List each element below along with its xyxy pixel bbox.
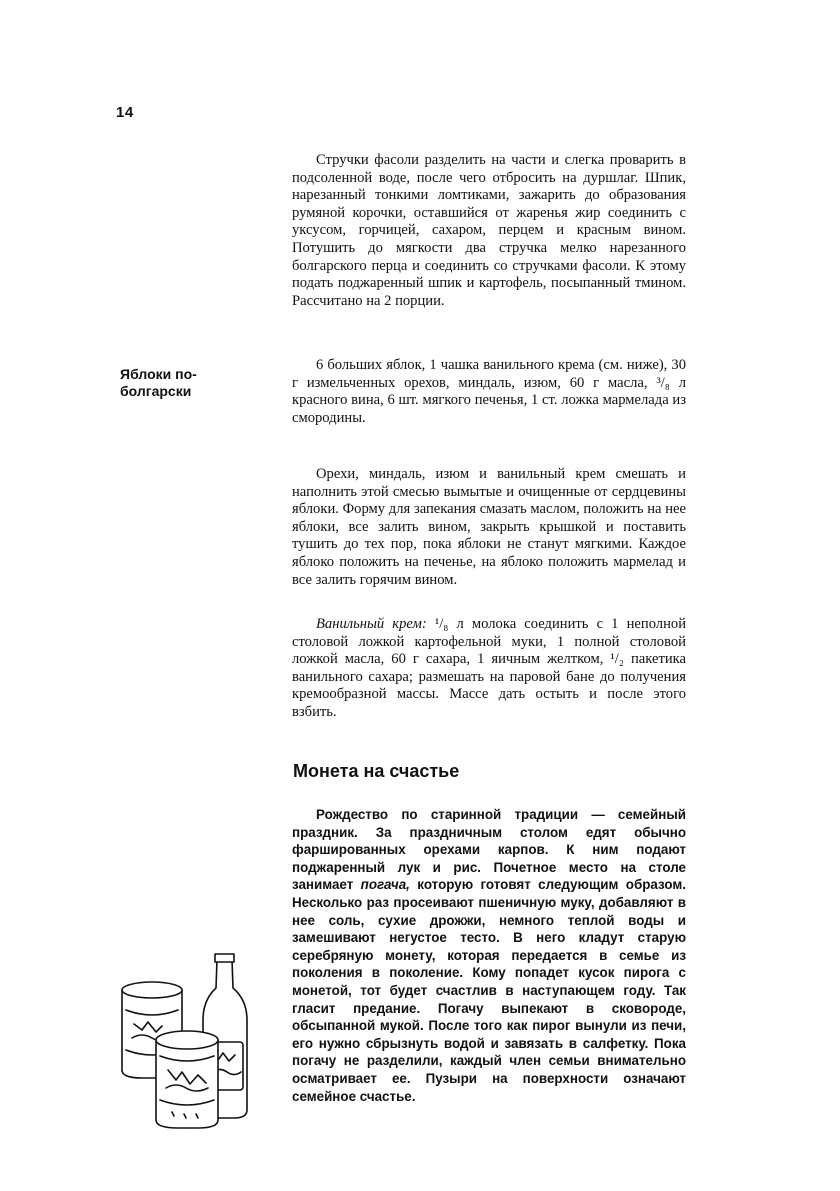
apples-recipe-title: Яблоки по-болгарски [120, 366, 197, 399]
coin-tradition-paragraph [292, 806, 686, 1105]
vanilla-cream-paragraph [292, 616, 686, 722]
beans-instructions: Стручки фасоли разделить на части и слегка проварить в подсоленной воде, после чего отбросить на дуршлаг. Шпик, нарезанный тонкими ломтиками, зажарить до образования румяной корочки, оставшийся от жаренья жир соединить с уксусом, горчицей, сахаром, перцем и красным вином. Потушить до мягкости два стручка мелко нарезанного болгарского перца и соединить со стручками фасоли. К этому подать поджаренный шпик и картофель, посыпанный тмином. Рассчитано на 2 порции. [292, 152, 686, 309]
coin-text-part2: которую готовят следующим образом. Несколько раз просеивают пшеничную муку, добавляют в нее соль, сухие дрожжи, немного теплой воды и замешивают негустое тесто. В него кладут старую серебряную монету, которая передается в семье из поколения в поколение. Кому попадет кусок пирога с монетой, тот будет счастлив в наступающем году. Так гласит предание. Погачу выпекают в сковороде, обсыпанной мукой. После того как пирог вынули из печи, его нужно сбрызнуть водой и завязать в салфетку. Пока погачу не разделили, каждый член семьи внимательно осматривает ее. Пузыри на поверхности означают семейное счастье. [292, 877, 686, 1104]
section-heading: Монета на счастье [293, 761, 460, 781]
coin-text-italic: погача, [360, 877, 410, 893]
coin-text-part1: Рождество по старинной традиции — семейный праздник. За праздничным столом едят обычно фаршированных орехами карпов. К ним подают поджаренный лук и рис. Почетное место на столе занимает [292, 807, 686, 893]
apples-instructions: Орехи, миндаль, изюм и ванильный крем смешать и наполнить этой смесью вымытые и очищенные от сердцевины яблоки. Форму для запекания смазать маслом, положить на нее яблоки, все залить вином, закрыть крышкой и поставить тушить до тех пор, пока яблоки не станут мягкими. Каждое яблоко положить на печенье, на яблоко положить мармелад и все залить горячим вином. [292, 466, 686, 588]
apples-ingredients: 6 больших яблок, 1 чашка ванильного крема (см. ниже), 30 г измельченных орехов, миндаль, изюм, 60 г масла, ³/₈ л красного вина, 6 шт. мягкого печенья, 1 ст. ложка мармелада из смородины. [292, 357, 686, 426]
vanilla-cream-label: Ванильный крем: [316, 616, 427, 632]
page-number: 14 [116, 104, 134, 121]
vanilla-cream-text: ¹/₈ л молока соединить с 1 неполной столовой ложкой картофельной муки, 1 полной столовой ложкой масла, 60 г сахара, 1 яичным желтком, ¹/₂ пакетика ванильного сахара; размешать на паровой бане до получения кремообразной массы. Массе дать остыть и после этого взбить. [292, 616, 686, 720]
jars-and-bottle-illustration [112, 950, 262, 1130]
